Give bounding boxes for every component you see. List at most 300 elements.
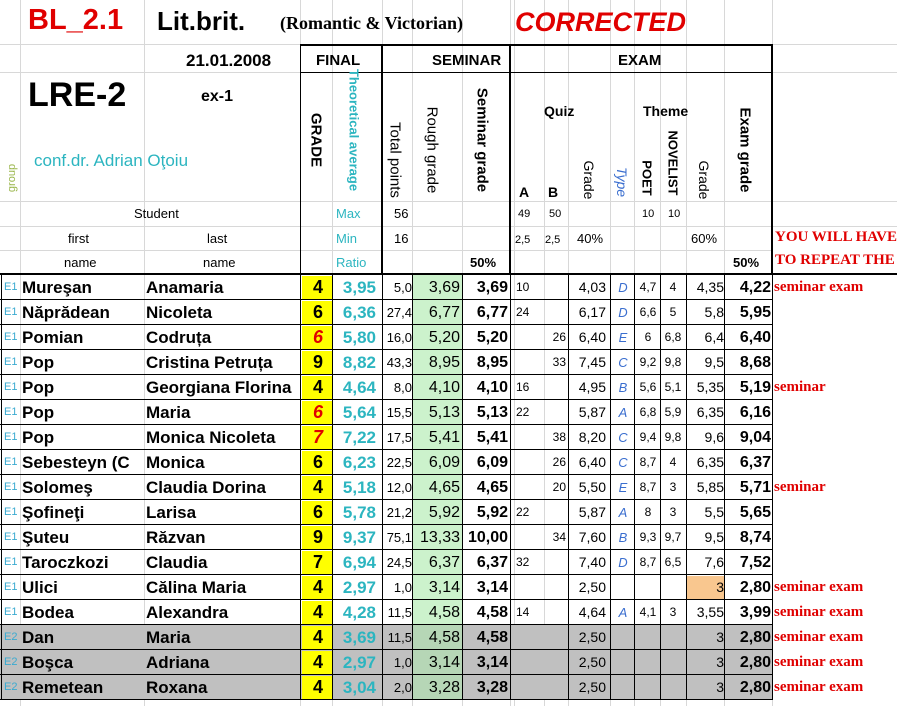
student-header: Student bbox=[134, 206, 179, 221]
cell-border bbox=[568, 550, 569, 575]
theme-grade: 5,8 bbox=[704, 304, 724, 320]
status-label: CORRECTED bbox=[515, 7, 687, 37]
cell-border bbox=[300, 400, 301, 425]
theme-grade: 5,35 bbox=[696, 379, 724, 395]
theoretical-average: 6,23 bbox=[342, 453, 376, 472]
poet-score: 4,1 bbox=[639, 605, 657, 619]
theoretical-average: 6,36 bbox=[342, 303, 376, 322]
last-name: Răzvan bbox=[146, 528, 206, 547]
theme-grade: 3 bbox=[716, 654, 724, 670]
table-row bbox=[0, 275, 897, 300]
quiz-a-max: 49 bbox=[518, 208, 531, 220]
student-group: E1 bbox=[4, 606, 18, 618]
quiz-b bbox=[546, 550, 566, 575]
quiz-a: 32 bbox=[516, 555, 530, 569]
cell-border bbox=[568, 650, 569, 675]
cell-border bbox=[634, 475, 635, 500]
quiz-weight: 40% bbox=[577, 231, 604, 246]
cell-border bbox=[510, 425, 511, 450]
header-sub-border bbox=[300, 72, 772, 73]
cell-border bbox=[300, 350, 301, 375]
table-row bbox=[0, 425, 897, 450]
last-name: Roxana bbox=[146, 678, 208, 697]
exam-grade: 4,22 bbox=[739, 279, 771, 296]
quiz-b bbox=[546, 600, 566, 625]
theme-grade: 6,35 bbox=[696, 454, 724, 470]
rough-grade: 5,13 bbox=[428, 404, 460, 421]
seminar-grade: 3,69 bbox=[476, 279, 508, 296]
last-name: Alexandra bbox=[146, 603, 229, 622]
rough-grade: 8,95 bbox=[428, 354, 460, 371]
max-points: 56 bbox=[394, 206, 409, 221]
novelist-score: 3 bbox=[669, 505, 677, 519]
cell-border bbox=[634, 650, 635, 675]
rough-grade: 5,41 bbox=[428, 429, 460, 446]
exam-date: 21.01.2008 bbox=[186, 51, 272, 70]
cell-border bbox=[686, 600, 687, 625]
cell-border bbox=[610, 325, 611, 350]
seminar-grade: 5,20 bbox=[476, 329, 508, 346]
cell-border bbox=[686, 300, 687, 325]
seminar-grade: 5,92 bbox=[476, 504, 508, 521]
exam-grade: 5,71 bbox=[739, 479, 771, 496]
repeat-note: seminar exam bbox=[774, 579, 864, 595]
table-row bbox=[0, 675, 897, 700]
table-row bbox=[0, 550, 897, 575]
final-grade: 4 bbox=[312, 677, 323, 697]
repeat-note: seminar exam bbox=[774, 654, 864, 670]
cell-border bbox=[510, 625, 511, 650]
cell-border bbox=[1, 500, 2, 525]
total-points: 8,0 bbox=[393, 380, 412, 395]
total-points: 17,5 bbox=[386, 430, 412, 445]
rough-grade: 5,20 bbox=[428, 329, 460, 346]
exam-grade: 5,65 bbox=[739, 504, 771, 521]
poet-score: 8,7 bbox=[639, 455, 657, 469]
total-points: 5,0 bbox=[393, 280, 412, 295]
last-name: Adriana bbox=[146, 653, 210, 672]
cell-border bbox=[300, 475, 301, 500]
theoretical-average: 3,69 bbox=[342, 628, 376, 647]
cell-border bbox=[686, 500, 687, 525]
theme-header: Theme bbox=[643, 103, 689, 119]
cell-border bbox=[772, 375, 773, 400]
rough-grade: 3,69 bbox=[428, 279, 460, 296]
final-grade: 6 bbox=[312, 502, 323, 522]
rough-grade: 4,65 bbox=[428, 479, 460, 496]
cell-border bbox=[300, 375, 301, 400]
theme-type: C bbox=[618, 355, 628, 370]
poet-score: 6,6 bbox=[639, 305, 657, 319]
border-final-left bbox=[300, 44, 301, 274]
cell-border bbox=[412, 450, 413, 475]
seminar-grade: 3,14 bbox=[476, 654, 508, 671]
total-points: 24,5 bbox=[386, 555, 412, 570]
theme-type: D bbox=[618, 280, 628, 295]
grid-row-line bbox=[0, 226, 897, 227]
quiz-a: 24 bbox=[516, 305, 530, 319]
poet-score: 9,3 bbox=[639, 530, 657, 544]
novelist-score bbox=[660, 575, 686, 600]
cell-border bbox=[634, 425, 635, 450]
cell-border bbox=[772, 325, 773, 350]
cell-border bbox=[510, 375, 511, 400]
quiz-b: 33 bbox=[552, 355, 566, 369]
cell-border bbox=[634, 525, 635, 550]
cell-border bbox=[610, 650, 611, 675]
theme-type bbox=[612, 625, 634, 650]
grade-header: GRADE bbox=[307, 112, 325, 168]
theme-type: D bbox=[618, 555, 628, 570]
cell-border bbox=[772, 350, 773, 375]
theme-weight: 60% bbox=[691, 231, 718, 246]
min-points: 16 bbox=[394, 231, 409, 246]
cell-border bbox=[634, 350, 635, 375]
final-grade: 4 bbox=[312, 652, 323, 672]
quiz-a: 16 bbox=[516, 380, 530, 394]
seminar-grade: 4,65 bbox=[476, 479, 508, 496]
seminar-weight: 50% bbox=[470, 255, 497, 270]
last-name: Codruța bbox=[146, 328, 212, 347]
final-grade: 6 bbox=[312, 452, 323, 472]
group-code: LRE-2 bbox=[28, 76, 127, 114]
cell-border bbox=[772, 450, 773, 475]
cell-border bbox=[634, 675, 635, 700]
cell-border bbox=[772, 475, 773, 500]
cell-border bbox=[568, 300, 569, 325]
exam-grade: 3,99 bbox=[739, 604, 771, 621]
type-header: Type bbox=[614, 166, 630, 198]
rough-grade: 5,92 bbox=[428, 504, 460, 521]
cell-border bbox=[568, 450, 569, 475]
table-row bbox=[0, 300, 897, 325]
repeat-note bbox=[774, 350, 897, 375]
table-row bbox=[0, 500, 897, 525]
theme-type: E bbox=[618, 480, 628, 495]
rough-grade: 3,14 bbox=[428, 579, 460, 596]
total-points: 1,0 bbox=[393, 580, 412, 595]
cell-border bbox=[772, 575, 773, 600]
cell-border bbox=[634, 600, 635, 625]
cell-border bbox=[510, 525, 511, 550]
border-final-right bbox=[381, 44, 383, 274]
theme-type: A bbox=[618, 505, 628, 520]
quiz-a-header: A bbox=[519, 184, 530, 200]
seminar-grade: 4,58 bbox=[476, 629, 508, 646]
final-grade: 4 bbox=[312, 577, 323, 597]
seminar-grade: 4,10 bbox=[476, 379, 508, 396]
quiz-grade: 4,03 bbox=[578, 279, 606, 295]
poet-score: 6 bbox=[644, 330, 652, 344]
exam-grade-header: Exam grade bbox=[736, 107, 754, 193]
rough-grade: 6,37 bbox=[428, 554, 460, 571]
theme-type: C bbox=[618, 430, 628, 445]
header-top-border bbox=[300, 44, 772, 46]
quiz-a bbox=[516, 350, 544, 375]
cell-border bbox=[686, 525, 687, 550]
cell-border bbox=[610, 575, 611, 600]
quiz-grade: 2,50 bbox=[578, 579, 606, 595]
theme-grade: 9,6 bbox=[704, 429, 724, 445]
repeat-note bbox=[774, 325, 897, 350]
seminar-grade: 6,37 bbox=[476, 554, 508, 571]
theoretical-average: 3,04 bbox=[342, 678, 376, 697]
rough-grade: 3,28 bbox=[428, 679, 460, 696]
quiz-grade: 6,40 bbox=[578, 454, 606, 470]
student-group: E1 bbox=[4, 506, 18, 518]
novelist-score: 9,8 bbox=[664, 430, 682, 444]
repeat-note bbox=[774, 550, 897, 575]
rough-grade: 4,10 bbox=[428, 379, 460, 396]
total-points: 75,1 bbox=[386, 530, 412, 545]
final-grade: 4 bbox=[312, 277, 323, 297]
teacher-name: conf.dr. Adrian Oţoiu bbox=[34, 151, 189, 170]
cell-border bbox=[412, 650, 413, 675]
theme-grade: 6,35 bbox=[696, 404, 724, 420]
quiz-grade: 4,64 bbox=[578, 604, 606, 620]
novelist-score bbox=[660, 625, 686, 650]
quiz-a bbox=[516, 650, 544, 675]
quiz-grade: 8,20 bbox=[578, 429, 606, 445]
novelist-score: 4 bbox=[669, 455, 677, 469]
cell-border bbox=[300, 525, 301, 550]
theme-grade: 3,55 bbox=[696, 604, 724, 620]
exam-grade: 2,80 bbox=[739, 654, 771, 671]
cell-border bbox=[686, 625, 687, 650]
cell-border bbox=[568, 275, 569, 300]
quiz-b bbox=[546, 500, 566, 525]
total-points: 43,3 bbox=[386, 355, 412, 370]
exam-grade: 2,80 bbox=[739, 629, 771, 646]
quiz-a: 10 bbox=[516, 280, 530, 294]
poet-score bbox=[636, 625, 660, 650]
novelist-score: 5,9 bbox=[664, 405, 682, 419]
student-group: E1 bbox=[4, 481, 18, 493]
cell-border bbox=[610, 300, 611, 325]
cell-border bbox=[568, 675, 569, 700]
cell-border bbox=[634, 275, 635, 300]
quiz-b bbox=[546, 650, 566, 675]
table-row bbox=[0, 450, 897, 475]
cell-border bbox=[510, 600, 511, 625]
student-group: E2 bbox=[4, 656, 18, 668]
quiz-b bbox=[546, 575, 566, 600]
repeat-note bbox=[774, 400, 897, 425]
cell-border bbox=[772, 425, 773, 450]
cell-border bbox=[1, 325, 2, 350]
theme-grade: 7,6 bbox=[704, 554, 724, 570]
final-grade: 4 bbox=[312, 377, 323, 397]
theoretical-average: 5,18 bbox=[342, 478, 376, 497]
cell-border bbox=[1, 550, 2, 575]
cell-border bbox=[412, 300, 413, 325]
last-name: Claudia Dorina bbox=[146, 478, 266, 497]
table-row bbox=[0, 625, 897, 650]
rough-grade: 6,77 bbox=[428, 304, 460, 321]
first-name: Şuteu bbox=[22, 528, 70, 547]
total-points: 11,5 bbox=[387, 630, 412, 645]
novelist-score: 3 bbox=[669, 605, 677, 619]
cell-border bbox=[568, 475, 569, 500]
cell-border bbox=[634, 375, 635, 400]
cell-border bbox=[686, 325, 687, 350]
quiz-grade: 2,50 bbox=[578, 629, 606, 645]
cell-border bbox=[610, 450, 611, 475]
cell-border bbox=[686, 450, 687, 475]
cell-border bbox=[510, 475, 511, 500]
cell-border bbox=[1, 650, 2, 675]
cell-border bbox=[610, 375, 611, 400]
final-grade: 4 bbox=[312, 627, 323, 647]
theme-type bbox=[612, 575, 634, 600]
cell-border bbox=[772, 400, 773, 425]
last-name: Georgiana Florina bbox=[146, 378, 292, 397]
final-header: FINAL bbox=[316, 52, 361, 69]
rough-grade: 13,33 bbox=[419, 529, 460, 546]
cell-border bbox=[412, 675, 413, 700]
novelist-score bbox=[660, 675, 686, 700]
table-row bbox=[0, 575, 897, 600]
novelist-score: 5,1 bbox=[664, 380, 682, 394]
seminar-header: SEMINAR bbox=[432, 52, 502, 69]
theoretical-average: 9,37 bbox=[342, 528, 376, 547]
cell-border bbox=[686, 550, 687, 575]
cell-border bbox=[300, 300, 301, 325]
cell-border bbox=[568, 575, 569, 600]
grid-row-line bbox=[0, 250, 897, 251]
first-name: Pop bbox=[22, 378, 55, 397]
novelist-score bbox=[660, 650, 686, 675]
cell-border bbox=[772, 625, 773, 650]
table-row bbox=[0, 475, 897, 500]
novelist-score: 6,5 bbox=[664, 555, 682, 569]
cell-border bbox=[300, 675, 301, 700]
cell-border bbox=[412, 375, 413, 400]
quiz-b-header: B bbox=[548, 184, 559, 200]
quiz-b bbox=[546, 375, 566, 400]
first-name: Năprădean bbox=[22, 303, 110, 322]
cell-border bbox=[300, 275, 301, 300]
first-name: Pop bbox=[22, 353, 55, 372]
student-group: E1 bbox=[4, 356, 18, 368]
cell-border bbox=[610, 500, 611, 525]
total-points: 16,0 bbox=[386, 330, 412, 345]
cell-border bbox=[686, 650, 687, 675]
cell-border bbox=[772, 550, 773, 575]
cell-border bbox=[510, 500, 511, 525]
repeat-note: seminar bbox=[774, 479, 826, 495]
theme-type: E bbox=[618, 330, 628, 345]
theme-type bbox=[612, 675, 634, 700]
quiz-grade: 5,50 bbox=[578, 479, 606, 495]
repeat-notice-line-2: TO REPEAT THE bbox=[775, 252, 895, 268]
theme-grade-header: Grade bbox=[696, 160, 712, 200]
cell-border bbox=[1, 300, 2, 325]
theoretical-average-header: Theoretical average bbox=[346, 68, 362, 192]
cell-border bbox=[300, 325, 301, 350]
repeat-note: seminar exam bbox=[774, 604, 864, 620]
final-grade: 6 bbox=[312, 402, 323, 422]
student-group: E1 bbox=[4, 556, 18, 568]
student-group: E2 bbox=[4, 681, 18, 693]
cell-border bbox=[686, 575, 687, 600]
student-group: E2 bbox=[4, 631, 18, 643]
poet-score: 4,7 bbox=[639, 280, 657, 294]
seminar-grade: 10,00 bbox=[467, 529, 508, 546]
student-group: E1 bbox=[4, 456, 18, 468]
cell-border bbox=[1, 275, 2, 300]
exam-grade: 7,52 bbox=[739, 554, 771, 571]
exam-grade: 6,40 bbox=[739, 329, 771, 346]
quiz-grade-header: Grade bbox=[581, 160, 597, 200]
quiz-grade: 7,40 bbox=[578, 554, 606, 570]
cell-border bbox=[510, 450, 511, 475]
quiz-grade: 7,60 bbox=[578, 529, 606, 545]
total-points: 27,4 bbox=[386, 305, 412, 320]
cell-border bbox=[634, 300, 635, 325]
student-group: E1 bbox=[4, 581, 18, 593]
theme-type: A bbox=[618, 605, 628, 620]
theme-grade: 5,5 bbox=[704, 504, 724, 520]
quiz-a bbox=[516, 575, 544, 600]
cell-border bbox=[634, 325, 635, 350]
grid-row-line bbox=[0, 201, 897, 202]
cell-border bbox=[568, 500, 569, 525]
seminar-grade: 3,14 bbox=[476, 579, 508, 596]
theoretical-average: 3,95 bbox=[342, 278, 376, 297]
repeat-note: seminar exam bbox=[774, 679, 864, 695]
rough-grade: 3,14 bbox=[428, 654, 460, 671]
quiz-b bbox=[546, 625, 566, 650]
last-name: Nicoleta bbox=[146, 303, 213, 322]
table-row bbox=[0, 350, 897, 375]
cell-border bbox=[568, 350, 569, 375]
table-row bbox=[0, 525, 897, 550]
theme-grade: 5,85 bbox=[696, 479, 724, 495]
cell-border bbox=[412, 325, 413, 350]
cell-border bbox=[634, 550, 635, 575]
cell-border bbox=[510, 300, 511, 325]
last-name-header-1: last bbox=[207, 231, 228, 246]
cell-border bbox=[568, 400, 569, 425]
cell-border bbox=[634, 450, 635, 475]
exam-grade: 9,04 bbox=[739, 429, 771, 446]
cell-border bbox=[412, 600, 413, 625]
cell-border bbox=[610, 475, 611, 500]
cell-border bbox=[1, 525, 2, 550]
cell-border bbox=[686, 675, 687, 700]
poet-score bbox=[636, 675, 660, 700]
repeat-note bbox=[774, 500, 897, 525]
theme-grade: 3 bbox=[716, 629, 724, 645]
exam-grade: 8,68 bbox=[739, 354, 771, 371]
quiz-grade: 6,17 bbox=[578, 304, 606, 320]
first-name: Dan bbox=[22, 628, 55, 647]
poet-score bbox=[636, 650, 660, 675]
cell-border bbox=[300, 550, 301, 575]
last-name: Claudia bbox=[146, 553, 208, 572]
quiz-b-min: 2,5 bbox=[545, 234, 561, 246]
min-label: Min bbox=[336, 231, 357, 246]
exam-grade: 5,95 bbox=[739, 304, 771, 321]
quiz-header: Quiz bbox=[544, 103, 575, 119]
quiz-a bbox=[516, 525, 544, 550]
quiz-grade: 7,45 bbox=[578, 354, 606, 370]
cell-border bbox=[510, 675, 511, 700]
novelist-max: 10 bbox=[668, 208, 681, 220]
cell-border bbox=[300, 650, 301, 675]
seminar-grade: 5,41 bbox=[476, 429, 508, 446]
